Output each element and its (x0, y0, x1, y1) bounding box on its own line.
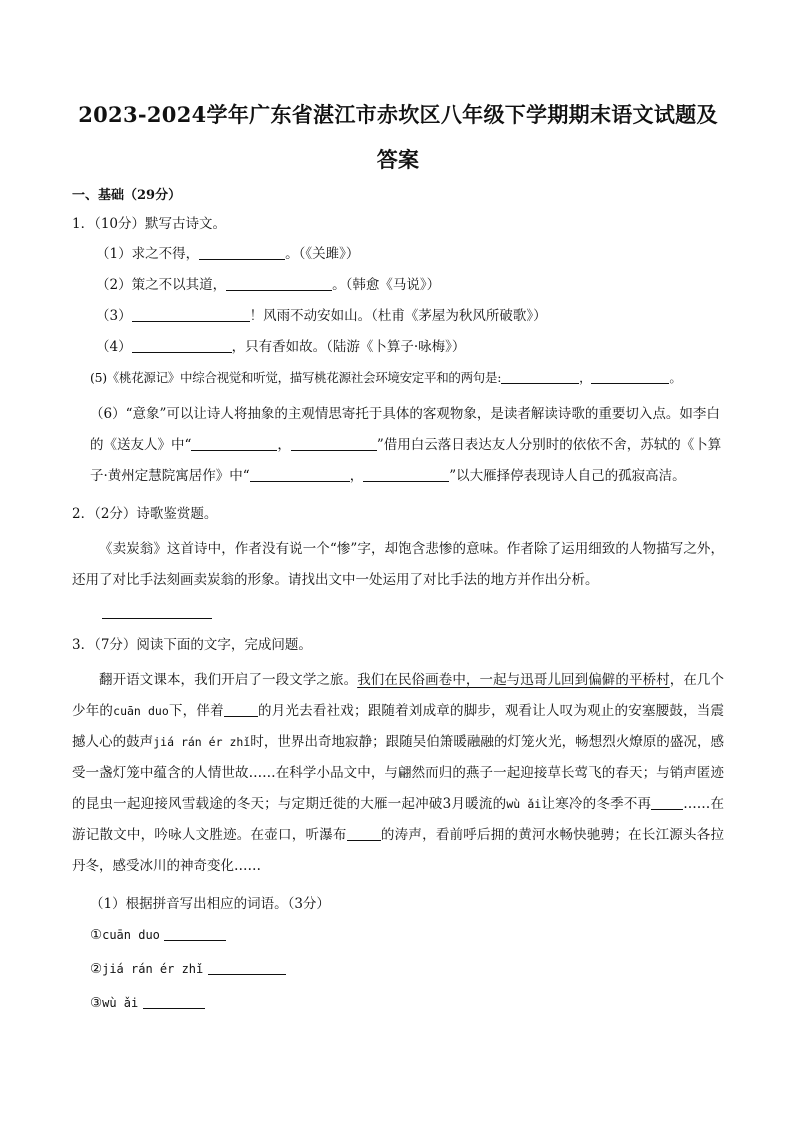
question-2-body: 《卖炭翁》这首诗中，作者没有说一个“惨”字，却饱含悲惨的意味。作者除了运用细致的人物描写之外，还用了对比手法刻画卖炭翁的形象。请找出文中一处运用了对比手法的地方并作出分析。 (72, 541, 724, 588)
item-text: （4） (96, 339, 132, 355)
pinyin-item-3 (90, 993, 724, 1013)
fill-blank[interactable] (226, 276, 332, 291)
passage-text: 下，伴着 (168, 703, 224, 719)
item-text: ， (349, 468, 364, 484)
passage-text: 时，世界出奇地寂静；跟随吴伯箫暖融融的灯笼火光，畅想烈火燎原的盛况，感受一盏灯笼中蕴含的人情世故……在科学小品文中，与翩然而归的燕子一起迎接草长莺飞的春天；与销声匿迹的昆虫一起迎接风雪载途的冬天；与定期迁徙的大雁一起冲破3月暖流的 (72, 734, 725, 812)
pinyin-item-1 (90, 925, 724, 945)
passage-text: 的月光去看社戏；跟随着刘成章的脚步，观看让人叹为观止的安塞腰鼓，当震撼人心的鼓声 (72, 703, 725, 750)
item-number: ③ (90, 995, 103, 1011)
passage-text: 翻开语文课本，我们开启了一段文学之旅。 (99, 672, 358, 688)
item-text: ”以大雁择停表现诗人自己的孤寂高洁。 (449, 468, 686, 484)
pinyin-prompt: jiá rán ér zhǐ (102, 962, 204, 976)
item-text: ”借用白云落日表达友人分别时的依依不舍，苏轼的《卜算子·黄州定慧院寓居作》中“ (90, 437, 722, 484)
question-1-item-1 (96, 244, 724, 264)
pinyin-prompt: cuān duo (113, 704, 169, 718)
pinyin-prompt: wù ǎi (506, 797, 542, 811)
item-text: ！风雨不动安如山。（杜甫《茅屋为秋风所破歌》） (249, 308, 547, 324)
question-1-item-5 (90, 368, 724, 388)
item-text: (5)《桃花源记》中综合视觉和听觉，描写桃花源社会环境安定平和的两句是: (90, 370, 502, 385)
pinyin-prompt: jiá rán ér zhǐ (153, 735, 251, 749)
passage-text: 让寒冷的冬季不再 (541, 796, 652, 812)
fill-blank[interactable] (250, 467, 350, 482)
item-text: （1）求之不得， (96, 246, 200, 262)
item-text: （3） (96, 308, 132, 324)
item-text: （2）策之不以其道， (96, 277, 227, 293)
question-3-sub-1: （1）根据拼音写出相应的词语。（3分） (90, 896, 330, 912)
pinyin-prompt: cuān duo (102, 928, 160, 942)
question-1-item-2 (96, 275, 724, 295)
item-text: 。（《关雎》） (285, 246, 360, 262)
question-3-stem: 3．（7分）阅读下面的文字，完成问题。 (72, 637, 312, 653)
question-1-item-6 (90, 399, 724, 492)
fill-blank[interactable] (208, 960, 286, 975)
fill-blank[interactable] (591, 369, 669, 384)
item-text: 。（韩愈《马说》） (332, 277, 441, 293)
item-text: ， (579, 370, 592, 385)
fill-blank[interactable] (363, 467, 449, 482)
section-heading-basics: 一、基础（29分） (72, 188, 182, 203)
fill-blank[interactable] (143, 994, 205, 1009)
item-number: ② (90, 961, 103, 977)
question-3-passage (72, 665, 724, 882)
fill-blank[interactable] (164, 926, 226, 941)
fill-blank[interactable] (651, 795, 683, 810)
question-1-item-3 (96, 306, 724, 326)
question-1-stem: 1．（10分）默写古诗文。 (72, 216, 227, 232)
underlined-sentence: 我们在民俗画卷中，一起与迅哥儿回到偏僻的平桥村 (357, 672, 670, 688)
question-1-item-4 (96, 337, 724, 357)
fill-blank[interactable] (132, 307, 250, 322)
fill-blank[interactable] (191, 436, 277, 451)
document-title: 2023-2024学年广东省湛江市赤坎区八年级下学期期末语文试题及答案 (78, 102, 718, 172)
fill-blank[interactable] (501, 369, 579, 384)
fill-blank[interactable] (132, 338, 232, 353)
fill-blank[interactable] (199, 245, 285, 260)
fill-blank[interactable] (291, 436, 377, 451)
answer-line[interactable] (102, 610, 212, 619)
pinyin-item-2 (90, 959, 724, 979)
passage-text: ，在几个少年的 (72, 672, 725, 719)
item-text: ，只有香如故。（陆游《卜算子·咏梅》） (231, 339, 466, 355)
question-2-stem: 2．（2分）诗歌鉴赏题。 (72, 506, 218, 522)
fill-blank[interactable] (224, 702, 258, 717)
passage-text: 的涛声，看前呼后拥的黄河水畅快驰骋；在长江源头各拉丹冬，感受冰川的神奇变化…… (72, 827, 725, 874)
item-number: ① (90, 927, 103, 943)
item-text: 。 (669, 370, 682, 385)
item-text: ， (277, 437, 291, 453)
item-text: （6）“意象”可以让诗人将抽象的主观情思寄托于具体的客观物象，是读者解读诗歌的重要切入点。如李白的《送友人》中“ (90, 406, 720, 453)
pinyin-prompt: wù ǎi (102, 996, 139, 1010)
passage-text: ……在游记散文中，吟咏人文胜迹。在壶口，听瀑布 (72, 796, 725, 843)
fill-blank[interactable] (347, 826, 381, 841)
